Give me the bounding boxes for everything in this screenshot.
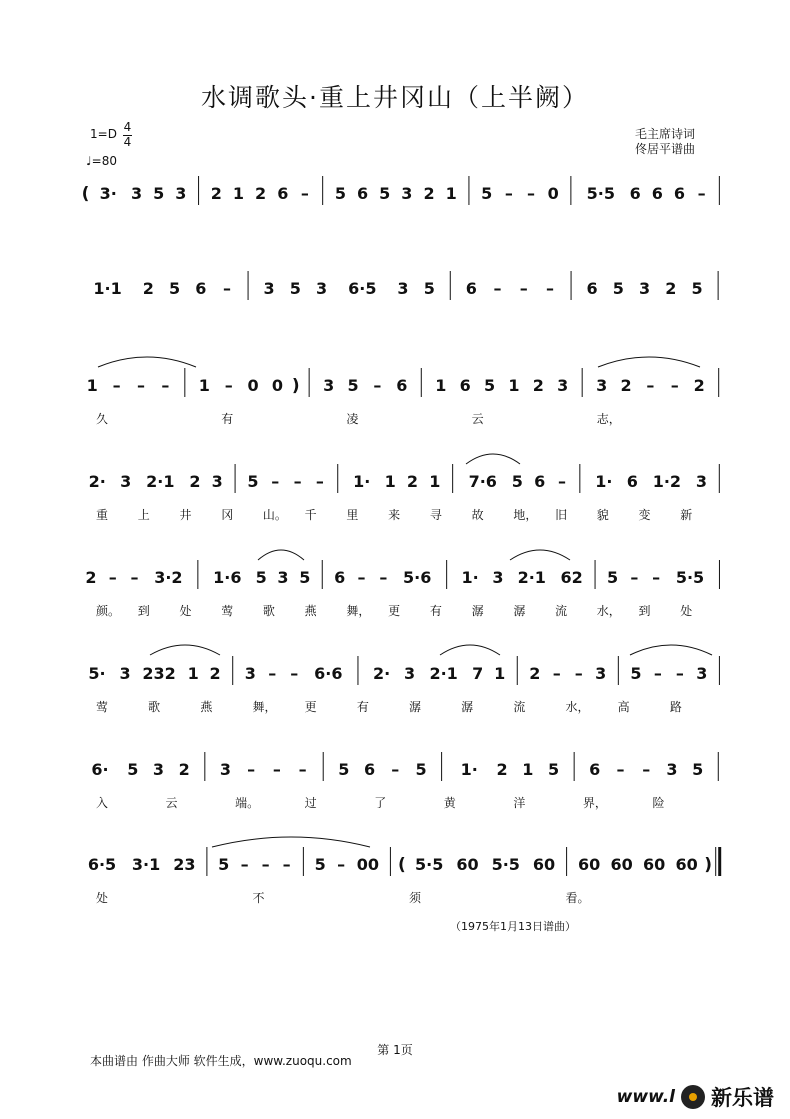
note: –: [224, 376, 233, 395]
note: 5: [483, 376, 496, 395]
lyric: 新: [680, 508, 693, 522]
note: –: [268, 664, 277, 683]
lyric: 水，: [565, 700, 590, 714]
note: –: [519, 279, 528, 298]
lyric: 了: [374, 796, 387, 810]
note: 5: [481, 184, 493, 203]
lyric: 黄: [443, 796, 456, 810]
note: –: [247, 760, 256, 779]
score-title: 水调歌头·重上井冈山（上半阙）: [201, 83, 589, 112]
note: 60: [456, 855, 479, 874]
lyric: 山。: [262, 508, 287, 522]
note: –: [697, 184, 706, 203]
slur: [598, 357, 700, 367]
note: 1·1: [93, 279, 122, 298]
lyric: 莺: [221, 604, 234, 618]
note: –: [298, 760, 307, 779]
note: 3: [130, 184, 143, 203]
note: –: [293, 472, 302, 491]
brand-url: www.l: [616, 1087, 675, 1107]
note: –: [373, 376, 382, 395]
note: 5: [314, 855, 326, 874]
lyric: 重: [96, 508, 109, 522]
note: 6: [589, 760, 601, 779]
note: –: [282, 855, 291, 874]
note: 5: [612, 279, 624, 298]
lyric: 志，: [596, 412, 621, 426]
note: 2·1: [429, 664, 458, 683]
note: 2·1: [517, 568, 546, 587]
note: 0: [247, 376, 259, 395]
note: 5: [511, 472, 523, 491]
note: 2: [209, 664, 221, 683]
page-number: 第 1页: [377, 1043, 413, 1057]
brand-logo: [617, 1082, 774, 1112]
note: 5: [127, 760, 139, 779]
note: –: [112, 376, 121, 395]
note: 60: [610, 855, 633, 874]
lyric: 舞，: [252, 700, 277, 714]
note: 60: [643, 855, 666, 874]
note: 6: [334, 568, 346, 587]
note: –: [240, 855, 249, 874]
note: 6: [195, 279, 207, 298]
lyric: 路: [669, 700, 682, 714]
note: –: [136, 376, 145, 395]
note: 6: [586, 279, 598, 298]
note: –: [130, 568, 139, 587]
note: 1: [445, 184, 457, 203]
note: 6·5: [348, 279, 377, 298]
note: 3: [316, 279, 328, 298]
note: 5: [415, 760, 427, 779]
note: 2: [693, 376, 705, 395]
lyric: 潺: [471, 604, 484, 618]
lyricist: 毛主席诗词: [634, 127, 695, 141]
note: –: [504, 184, 513, 203]
note: 7: [472, 664, 484, 683]
note: 6: [363, 760, 376, 779]
note: 2: [423, 184, 435, 203]
note: ): [291, 376, 300, 396]
note: 3: [119, 664, 131, 683]
note: 2·: [88, 472, 106, 491]
note: 6: [459, 376, 471, 395]
note: 3·1: [131, 855, 161, 874]
note: 5·5: [586, 184, 615, 203]
note: 5: [692, 760, 704, 779]
note: 1·: [595, 472, 613, 491]
note: –: [271, 472, 280, 491]
lyric: 到: [137, 604, 150, 618]
record-disc-icon: [681, 1085, 705, 1109]
note: 5: [547, 760, 560, 779]
note: 5: [168, 279, 181, 298]
note: 1·2: [652, 472, 682, 491]
note: 3: [244, 664, 256, 683]
note: 6: [356, 184, 369, 203]
lyric: 更: [388, 604, 401, 618]
note: 5·: [88, 664, 106, 683]
note: –: [272, 760, 281, 779]
slur: [98, 357, 196, 367]
note: 2: [665, 279, 677, 298]
note: 3: [557, 376, 569, 395]
note: 5·6: [403, 568, 432, 587]
lyric: 来: [388, 508, 401, 522]
note: 5: [153, 184, 165, 203]
note: 5: [299, 568, 311, 587]
note: 3: [263, 279, 275, 298]
lyric: 处: [96, 891, 109, 905]
note: –: [357, 568, 366, 587]
note: 23: [173, 855, 196, 874]
lyric: 入: [96, 796, 109, 810]
note: 3: [695, 472, 708, 491]
note: 6: [465, 279, 477, 298]
note: ): [704, 855, 713, 875]
note: –: [391, 760, 400, 779]
lyric: 有: [221, 412, 234, 426]
note: 60: [578, 855, 601, 874]
note: 3: [219, 760, 231, 779]
note: 1: [232, 184, 245, 203]
note: 6: [277, 184, 289, 203]
note: 2·1: [146, 472, 175, 491]
note: 3: [175, 184, 187, 203]
note: 1: [86, 376, 98, 395]
note: 3: [211, 472, 223, 491]
note: 2: [496, 760, 508, 779]
note: –: [675, 664, 684, 683]
note: –: [616, 760, 625, 779]
note: –: [546, 279, 555, 298]
note: 6: [534, 472, 546, 491]
note: 1: [384, 472, 396, 491]
quarter-note-icon: ♩: [86, 154, 92, 168]
note: 2: [620, 376, 632, 395]
note: 3: [595, 664, 607, 683]
note: 3·2: [154, 568, 183, 587]
note: 1·: [353, 472, 371, 491]
note: 7·6: [468, 472, 497, 491]
note: 6: [396, 376, 408, 395]
lyric: 故: [471, 508, 484, 522]
note: (: [398, 855, 406, 875]
lyric: 潺: [409, 700, 422, 714]
note: 6·6: [314, 664, 343, 683]
lyric: 高: [617, 700, 630, 714]
lyric: 冈: [221, 508, 234, 522]
lyric: 变: [638, 508, 651, 522]
lyric: 凌: [346, 412, 359, 426]
note: 2: [85, 568, 97, 587]
note: –: [223, 279, 232, 298]
note: 1: [508, 376, 520, 395]
note: 5: [247, 472, 259, 491]
note: 5: [334, 184, 346, 203]
slur: [466, 454, 520, 464]
note: 3: [639, 279, 651, 298]
note: –: [261, 855, 270, 874]
note: 5·5: [491, 855, 520, 874]
lyric: 上: [137, 508, 150, 522]
lyric: 颜。: [96, 604, 121, 618]
lyric: 久: [96, 412, 109, 426]
lyric: 须: [409, 891, 422, 905]
note: 5: [630, 664, 642, 683]
lyric: 过: [304, 796, 317, 810]
note: 5·5: [675, 568, 705, 587]
note: 60: [675, 855, 698, 874]
note: 3: [404, 664, 416, 683]
note: 2: [178, 760, 190, 779]
note: 6·5: [87, 855, 117, 874]
note: –: [108, 568, 117, 587]
lyric: 貌: [596, 508, 609, 522]
footer-note: 本曲谱由 作曲大师 软件生成，www.zuoqu.com: [90, 1054, 352, 1068]
note: 6: [629, 184, 641, 203]
time-signature-top: 4: [123, 120, 132, 134]
note: 3·: [99, 184, 117, 203]
note: 1: [198, 376, 210, 395]
lyric: 里: [346, 508, 359, 522]
lyric: 有: [356, 700, 369, 714]
lyric: 寻: [429, 508, 442, 522]
lyric: 井: [179, 508, 192, 522]
note: 3: [397, 279, 409, 298]
lyric: 舞，: [346, 604, 371, 618]
note: –: [552, 664, 561, 683]
lyric: 流: [555, 604, 568, 618]
note: 6: [626, 472, 638, 491]
note: 1·6: [213, 568, 242, 587]
note: 5: [218, 855, 230, 874]
lyric: 端。: [235, 796, 260, 810]
note: –: [300, 184, 309, 203]
note: 1·: [460, 760, 478, 779]
note: 3: [120, 472, 132, 491]
note: 3: [277, 568, 289, 587]
lyric: 界，: [582, 796, 607, 810]
note: –: [161, 376, 170, 395]
lyric: 旧: [555, 508, 568, 522]
note: 2: [532, 376, 544, 395]
lyric: 潺: [513, 604, 526, 618]
brand-name: 新乐谱: [711, 1086, 774, 1110]
note: 3: [323, 376, 335, 395]
note: –: [526, 184, 535, 203]
date-note: （1975年1月13日谱曲）: [450, 920, 576, 933]
note: 2: [210, 184, 222, 203]
note: –: [652, 568, 661, 587]
note: 232: [142, 664, 176, 683]
note: 1: [435, 376, 447, 395]
note: 5: [338, 760, 350, 779]
note: –: [574, 664, 583, 683]
time-signature-bottom: 4: [123, 135, 132, 149]
lyric: 燕: [304, 604, 317, 618]
note: –: [653, 664, 662, 683]
note: –: [379, 568, 388, 587]
lyric: 千: [304, 508, 317, 522]
note: 3: [666, 760, 678, 779]
note: –: [290, 664, 299, 683]
lyric: 看。: [565, 891, 590, 905]
note: 5·5: [415, 855, 444, 874]
note: –: [642, 760, 651, 779]
note: 5: [255, 568, 267, 587]
note: –: [630, 568, 639, 587]
note: 6: [651, 184, 663, 203]
lyric: 莺: [96, 700, 109, 714]
note: 2: [189, 472, 201, 491]
note: –: [670, 376, 679, 395]
lyric: 燕: [200, 700, 213, 714]
note: 2: [255, 184, 267, 203]
note: (: [81, 184, 90, 204]
note: 1: [522, 760, 534, 779]
note: –: [315, 472, 324, 491]
slur: [258, 550, 304, 560]
lyric: 险: [652, 796, 665, 810]
note: 60: [532, 855, 556, 874]
note: 2: [406, 472, 419, 491]
note: 5: [289, 279, 301, 298]
composer: 佟居平谱曲: [634, 142, 695, 156]
slur: [440, 645, 500, 655]
note: 1: [494, 664, 506, 683]
note: 00: [356, 855, 380, 874]
lyric: 潺: [461, 700, 474, 714]
lyric: 水，: [596, 604, 621, 618]
note: –: [557, 472, 566, 491]
key-signature: 1=D: [90, 127, 117, 141]
lyric: 有: [429, 604, 442, 618]
lyric: 到: [638, 604, 651, 618]
note: 1·: [461, 568, 479, 587]
slur: [212, 837, 370, 847]
note: 5: [379, 184, 391, 203]
slur: [510, 550, 570, 560]
note: –: [493, 279, 502, 298]
note: 3: [492, 568, 504, 587]
slur: [630, 645, 712, 655]
note: 3: [152, 760, 165, 779]
lyric: 云: [165, 796, 178, 810]
lyric: 云: [471, 412, 484, 426]
lyric: 流: [513, 700, 526, 714]
lyric: 更: [304, 700, 317, 714]
note: 5: [691, 279, 703, 298]
note: 0: [271, 376, 284, 395]
note: 5: [423, 279, 435, 298]
note: 1: [187, 664, 199, 683]
lyric: 歌: [262, 604, 275, 618]
note: –: [337, 855, 346, 874]
note: 0: [547, 184, 559, 203]
note: 5: [606, 568, 619, 587]
tempo-value: =80: [91, 154, 117, 168]
note: 2·: [372, 664, 391, 683]
lyric: 处: [680, 604, 693, 618]
lyric: 洋: [513, 796, 526, 810]
note: 3: [596, 376, 608, 395]
note: 2: [529, 664, 541, 683]
slur: [150, 645, 220, 655]
note: 1: [429, 472, 441, 491]
note: 2: [142, 279, 154, 298]
note: 6·: [91, 760, 109, 779]
lyric: 处: [179, 604, 192, 618]
lyric: 地，: [513, 508, 538, 522]
note: 62: [560, 568, 583, 587]
lyric: 不: [252, 891, 265, 905]
note: 5: [347, 376, 359, 395]
note: 6: [673, 184, 686, 203]
lyric: 歌: [148, 700, 161, 714]
note: 3: [401, 184, 413, 203]
note: –: [646, 376, 655, 395]
note: 3: [696, 664, 708, 683]
